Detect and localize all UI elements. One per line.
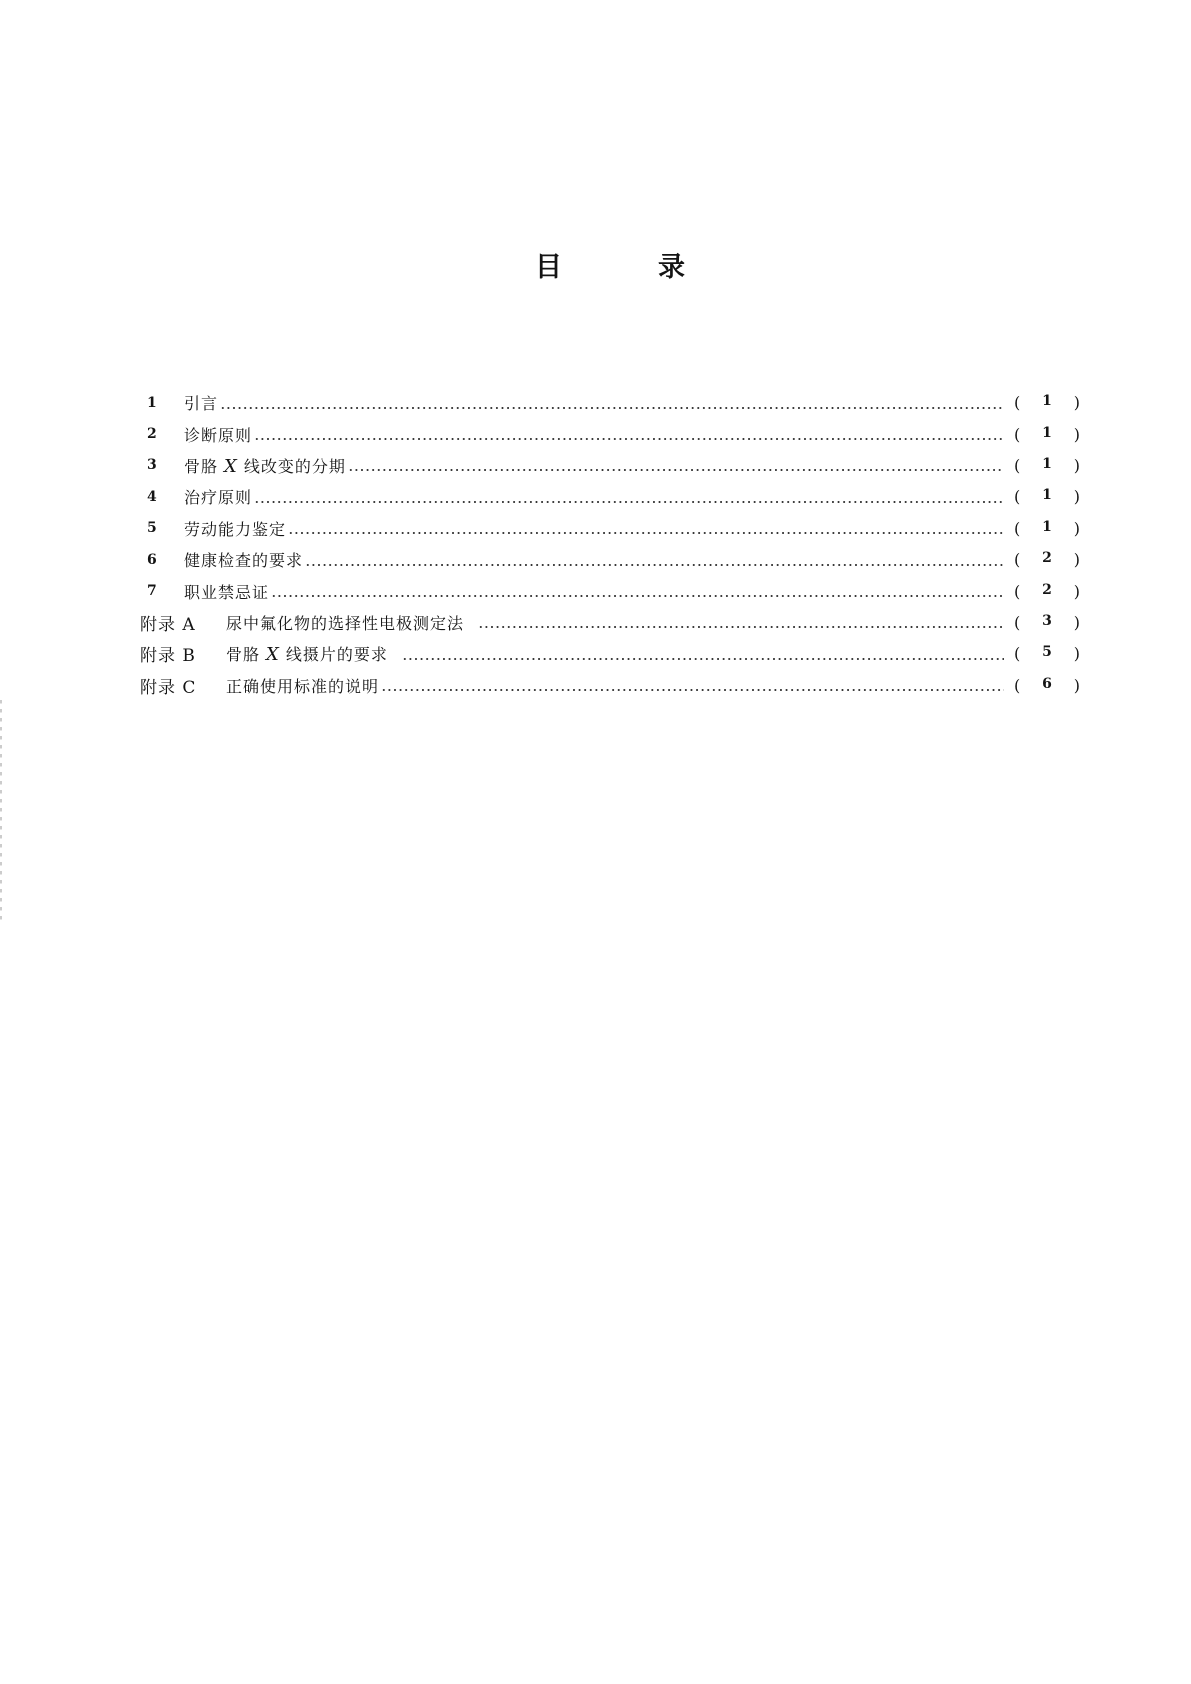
toc-title-part: 线改变的分期 [243,456,346,476]
title-char-2: 录 [658,252,685,283]
toc-entry-6[interactable] [140,544,1080,575]
toc-entry-page [1014,393,1080,412]
close-bracket: ) [1073,518,1080,538]
toc-entry-number: 3 [147,457,157,474]
toc-entry-page [1014,487,1080,506]
toc-entry-page [1014,456,1080,475]
toc-entry-title: 尿中氟化物的选择性电极测定法 [226,613,465,633]
toc-entry-number: 1 [147,394,157,411]
open-bracket: ( [1014,581,1021,601]
toc-entry-page [1014,519,1080,538]
toc-entry-number: 6 [147,551,157,568]
toc-title-x: X [266,644,280,666]
dot-leader [478,626,1004,628]
toc-entry-7[interactable] [140,575,1080,606]
page-number: 6 [1042,675,1052,692]
page-number: 2 [1042,581,1052,598]
close-bracket: ) [1073,550,1080,570]
toc-entry-title [226,642,388,665]
toc-entry-1[interactable] [140,387,1080,418]
toc-entry-title: 引言 [184,394,219,414]
toc-entry-number: 附录 B [140,646,196,667]
close-bracket: ) [1073,393,1080,413]
dot-leader [254,438,1004,440]
toc-title-part: 骨胳 [226,645,261,665]
open-bracket: ( [1014,518,1021,538]
page-number: 1 [1042,424,1052,441]
toc-entry-number: 附录 A [140,614,196,635]
toc-entry-page [1014,676,1080,695]
page-number: 1 [1042,455,1052,472]
toc-entry-number: 7 [147,583,157,600]
close-bracket: ) [1073,675,1080,695]
dot-leader [381,689,1004,691]
close-bracket: ) [1073,644,1080,664]
close-bracket: ) [1073,487,1080,507]
open-bracket: ( [1014,455,1021,475]
page-number: 1 [1042,393,1052,410]
table-of-contents [140,387,1080,701]
page-number: 2 [1042,550,1052,567]
dot-leader [288,532,1004,534]
page-number: 1 [1042,518,1052,535]
page-number: 1 [1042,487,1052,504]
toc-entry-title: 劳动能力鉴定 [184,519,287,539]
close-bracket: ) [1073,455,1080,475]
open-bracket: ( [1014,550,1021,570]
toc-entry-title: 治疗原则 [184,488,253,508]
toc-entry-page [1014,644,1080,663]
scan-edge-mark [0,700,2,920]
title-char-1: 目 [535,252,562,283]
page-number: 3 [1042,612,1052,629]
dot-leader [254,501,1004,503]
page-title [0,250,1191,290]
toc-title-part: 线摄片的要求 [285,645,388,665]
toc-entry-number: 附录 C [140,677,197,698]
toc-title-x: X [224,455,238,477]
open-bracket: ( [1014,487,1021,507]
dot-leader [305,564,1004,566]
open-bracket: ( [1014,612,1021,632]
toc-entry-page [1014,425,1080,444]
toc-entry-5[interactable] [140,513,1080,544]
open-bracket: ( [1014,424,1021,444]
toc-entry-title: 正确使用标准的说明 [226,676,380,696]
dot-leader [271,595,1004,597]
close-bracket: ) [1073,424,1080,444]
toc-entry-title: 职业禁忌证 [184,582,270,602]
toc-entry-3[interactable] [140,450,1080,481]
toc-entry-appendix-b[interactable] [140,638,1080,669]
toc-entry-appendix-a[interactable] [140,607,1080,638]
toc-entry-page [1014,550,1080,569]
toc-entry-title: 健康检查的要求 [184,551,304,571]
toc-entry-2[interactable] [140,418,1080,449]
page-number: 5 [1042,644,1052,661]
dot-leader [348,469,1004,471]
toc-entry-number: 5 [147,520,157,537]
toc-entry-page [1014,582,1080,601]
open-bracket: ( [1014,393,1021,413]
dot-leader [220,407,1004,409]
dot-leader [402,658,1004,660]
toc-entry-title [184,454,346,477]
toc-entry-4[interactable] [140,481,1080,512]
open-bracket: ( [1014,675,1021,695]
close-bracket: ) [1073,581,1080,601]
open-bracket: ( [1014,644,1021,664]
toc-entry-page [1014,613,1080,632]
toc-entry-title: 诊断原则 [184,425,253,445]
toc-entry-appendix-c[interactable] [140,670,1080,701]
toc-entry-number: 4 [147,488,157,505]
toc-title-part: 骨胳 [184,456,219,476]
close-bracket: ) [1073,612,1080,632]
toc-entry-number: 2 [147,426,157,443]
